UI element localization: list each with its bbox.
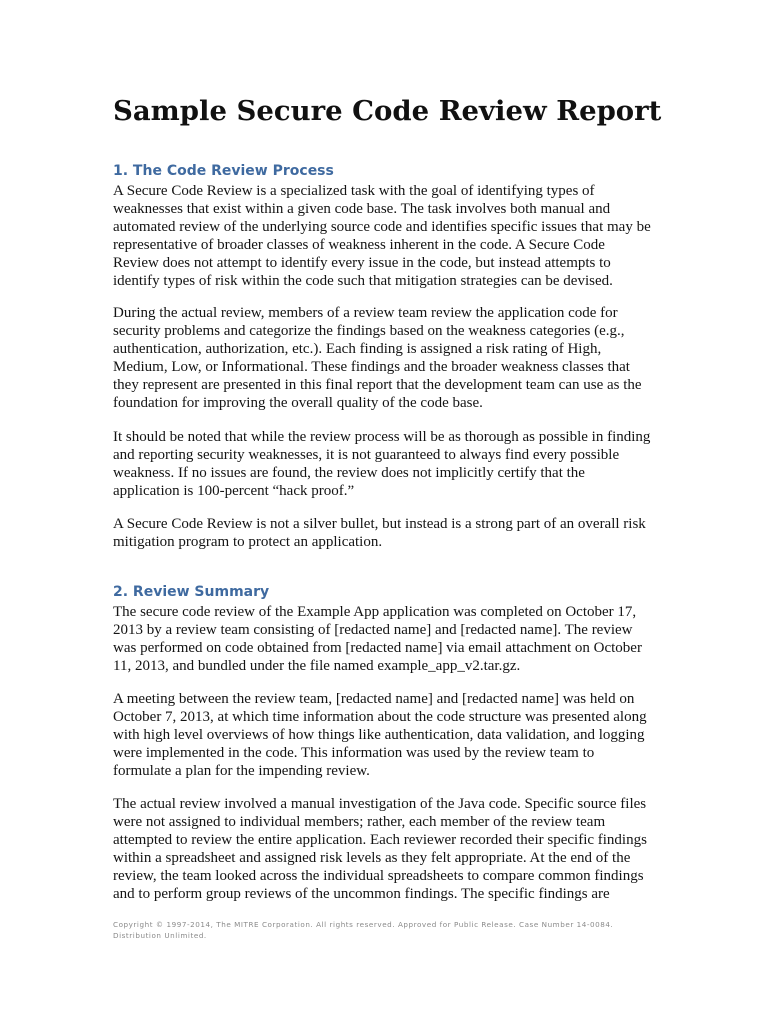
paragraph xyxy=(113,603,661,675)
section-heading-code-review-process: 1. The Code Review Process xyxy=(113,163,334,179)
paragraph xyxy=(113,690,661,780)
text-line: automated review of the underlying source code and identifies specific issues that may be xyxy=(113,219,651,235)
text-line: authentication, authorization, etc.). Each finding is assigned a risk rating of High, xyxy=(113,341,602,357)
text-line: were not assigned to individual members; rather, each member of the review team xyxy=(113,814,606,830)
text-line: weakness. If no issues are found, the review does not implicitly certify that the xyxy=(113,465,585,481)
text-line: application is 100-percent “hack proof.” xyxy=(113,483,355,499)
document-title: Sample Secure Code Review Report xyxy=(113,95,662,127)
text-line: A meeting between the review team, [redacted name] and [redacted name] was held on xyxy=(113,691,635,707)
text-line: 2013 by a review team consisting of [redacted name] and [redacted name]. The review xyxy=(113,622,633,638)
text-line: foundation for improving the overall quality of the code base. xyxy=(113,395,483,411)
text-line: attempted to review the entire application. Each reviewer recorded their specific findings xyxy=(113,832,647,848)
text-line: It should be noted that while the review process will be as thorough as possible in finding xyxy=(113,429,651,445)
text-line: Review does not attempt to identify every issue in the code, but instead attempts to xyxy=(113,255,611,271)
text-line: The secure code review of the Example App application was completed on October 17, xyxy=(113,604,637,620)
footer-line: Copyright © 1997-2014, The MITRE Corporation. All rights reserved. Approved for Public Release. Case Number 14-0084. xyxy=(113,920,614,929)
text-line: review, the team looked across the individual spreadsheets to compare common findings xyxy=(113,868,644,884)
text-line: The actual review involved a manual investigation of the Java code. Specific source files xyxy=(113,796,647,812)
paragraph xyxy=(113,795,661,903)
section-heading-review-summary: 2. Review Summary xyxy=(113,584,270,600)
text-line: weaknesses that exist within a given code base. The task involves both manual and xyxy=(113,201,611,217)
text-line: with high level overviews of how things like authentication, data validation, and logging xyxy=(113,727,645,743)
text-line: representative of broader classes of weakness inherent in the code. A Secure Code xyxy=(113,237,605,253)
text-line: and to perform group reviews of the uncommon findings. The specific findings are xyxy=(113,886,610,902)
paragraph xyxy=(113,428,661,500)
text-line: During the actual review, members of a review team review the application code for xyxy=(113,305,618,321)
text-line: they represent are presented in this final report that the development team can use as the xyxy=(113,377,642,393)
text-line: 11, 2013, and bundled under the file named example_app_v2.tar.gz. xyxy=(113,658,521,674)
text-line: and reporting security weaknesses, it is not guaranteed to always find every possible xyxy=(113,447,620,463)
text-line: mitigation program to protect an application. xyxy=(113,534,383,550)
text-line: A Secure Code Review is a specialized task with the goal of identifying types of xyxy=(113,183,595,199)
paragraph xyxy=(113,304,661,412)
paragraph xyxy=(113,182,661,290)
text-line: within a spreadsheet and assigned risk levels as they felt appropriate. At the end of the xyxy=(113,850,631,866)
text-line: formulate a plan for the impending review. xyxy=(113,763,370,779)
copyright-footer xyxy=(113,919,673,941)
text-line: October 7, 2013, at which time information about the code structure was presented along xyxy=(113,709,647,725)
paragraph xyxy=(113,515,661,551)
text-line: were implemented in the code. This information was used by the review team to xyxy=(113,745,595,761)
text-line: A Secure Code Review is not a silver bullet, but instead is a strong part of an overall risk xyxy=(113,516,646,532)
text-line: identify types of risk within the code such that mitigation strategies can be devised. xyxy=(113,273,613,289)
text-line: Medium, Low, or Informational. These findings and the broader weakness classes that xyxy=(113,359,630,375)
text-line: was performed on code obtained from [redacted name] via email attachment on October xyxy=(113,640,642,656)
text-line: security problems and categorize the findings based on the weakness categories (e.g., xyxy=(113,323,625,339)
footer-line: Distribution Unlimited. xyxy=(113,931,207,940)
